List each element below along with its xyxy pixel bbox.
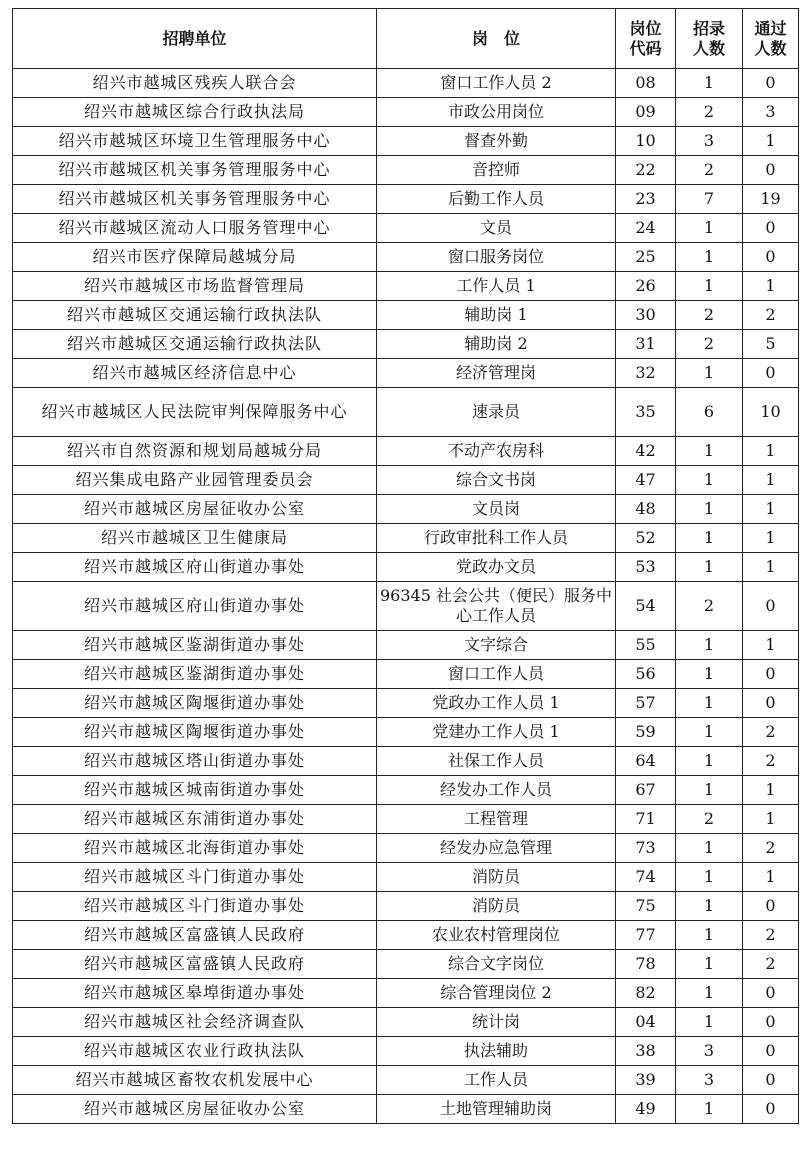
- cell-pass: 0: [743, 359, 799, 388]
- header-unit: 招聘单位: [13, 9, 377, 69]
- cell-hire: 7: [676, 185, 743, 214]
- table-row: [13, 243, 799, 272]
- cell-position: 96345 社会公共（便民）服务中心工作人员: [377, 582, 616, 631]
- cell-pass: 19: [743, 185, 799, 214]
- cell-pass: 0: [743, 69, 799, 98]
- cell-position: 工作人员: [377, 1066, 616, 1095]
- cell-code: 32: [616, 359, 676, 388]
- cell-hire: 1: [676, 660, 743, 689]
- cell-unit: 绍兴市越城区城南街道办事处: [13, 776, 377, 805]
- cell-unit: 绍兴市越城区鉴湖街道办事处: [13, 631, 377, 660]
- header-row: [13, 9, 799, 69]
- table-row: [13, 524, 799, 553]
- cell-unit: 绍兴市越城区东浦街道办事处: [13, 805, 377, 834]
- cell-code: 59: [616, 718, 676, 747]
- cell-pass: 0: [743, 1066, 799, 1095]
- cell-position: 工程管理: [377, 805, 616, 834]
- cell-unit: 绍兴市越城区流动人口服务管理中心: [13, 214, 377, 243]
- cell-hire: 1: [676, 1008, 743, 1037]
- cell-pass: 0: [743, 582, 799, 631]
- cell-code: 23: [616, 185, 676, 214]
- cell-position: 消防员: [377, 863, 616, 892]
- cell-position: 土地管理辅助岗: [377, 1095, 616, 1124]
- cell-unit: 绍兴市越城区社会经济调查队: [13, 1008, 377, 1037]
- cell-pass: 0: [743, 1008, 799, 1037]
- cell-hire: 1: [676, 466, 743, 495]
- table-row: [13, 272, 799, 301]
- cell-unit: 绍兴市越城区交通运输行政执法队: [13, 330, 377, 359]
- cell-position: 辅助岗 2: [377, 330, 616, 359]
- table-row: [13, 834, 799, 863]
- cell-position: 党政办文员: [377, 553, 616, 582]
- cell-pass: 10: [743, 388, 799, 437]
- cell-hire: 1: [676, 921, 743, 950]
- table-row: [13, 950, 799, 979]
- cell-hire: 2: [676, 330, 743, 359]
- cell-hire: 2: [676, 582, 743, 631]
- cell-code: 39: [616, 1066, 676, 1095]
- cell-code: 47: [616, 466, 676, 495]
- cell-hire: 1: [676, 776, 743, 805]
- cell-code: 77: [616, 921, 676, 950]
- table-row: [13, 863, 799, 892]
- cell-pass: 1: [743, 776, 799, 805]
- table-row: [13, 718, 799, 747]
- cell-hire: 1: [676, 979, 743, 1008]
- cell-unit: 绍兴市医疗保障局越城分局: [13, 243, 377, 272]
- cell-code: 04: [616, 1008, 676, 1037]
- cell-pass: 0: [743, 689, 799, 718]
- cell-hire: 1: [676, 69, 743, 98]
- cell-hire: 3: [676, 1037, 743, 1066]
- cell-hire: 1: [676, 1095, 743, 1124]
- cell-unit: 绍兴市越城区房屋征收办公室: [13, 1095, 377, 1124]
- cell-pass: 0: [743, 660, 799, 689]
- cell-position: 市政公用岗位: [377, 98, 616, 127]
- cell-pass: 2: [743, 834, 799, 863]
- cell-code: 08: [616, 69, 676, 98]
- cell-position: 党建办工作人员 1: [377, 718, 616, 747]
- cell-hire: 1: [676, 631, 743, 660]
- cell-position: 文员: [377, 214, 616, 243]
- cell-unit: 绍兴市越城区富盛镇人民政府: [13, 950, 377, 979]
- cell-unit: 绍兴市越城区卫生健康局: [13, 524, 377, 553]
- cell-pass: 0: [743, 1037, 799, 1066]
- table-row: [13, 437, 799, 466]
- cell-position: 不动产农房科: [377, 437, 616, 466]
- cell-code: 53: [616, 553, 676, 582]
- cell-code: 24: [616, 214, 676, 243]
- cell-position: 综合文书岗: [377, 466, 616, 495]
- cell-code: 54: [616, 582, 676, 631]
- cell-position: 音控师: [377, 156, 616, 185]
- table-row: [13, 185, 799, 214]
- cell-unit: 绍兴市越城区人民法院审判保障服务中心: [13, 388, 377, 437]
- table-row: [13, 388, 799, 437]
- cell-pass: 2: [743, 718, 799, 747]
- cell-pass: 0: [743, 214, 799, 243]
- cell-hire: 6: [676, 388, 743, 437]
- table-row: [13, 921, 799, 950]
- cell-unit: 绍兴市越城区房屋征收办公室: [13, 495, 377, 524]
- cell-unit: 绍兴市越城区陶堰街道办事处: [13, 689, 377, 718]
- cell-code: 56: [616, 660, 676, 689]
- table-row: [13, 553, 799, 582]
- cell-code: 64: [616, 747, 676, 776]
- cell-code: 67: [616, 776, 676, 805]
- cell-code: 71: [616, 805, 676, 834]
- cell-hire: 1: [676, 950, 743, 979]
- cell-unit: 绍兴市越城区斗门街道办事处: [13, 863, 377, 892]
- cell-position: 经济管理岗: [377, 359, 616, 388]
- cell-pass: 0: [743, 243, 799, 272]
- cell-hire: 3: [676, 1066, 743, 1095]
- cell-hire: 1: [676, 272, 743, 301]
- cell-position: 社保工作人员: [377, 747, 616, 776]
- cell-pass: 2: [743, 950, 799, 979]
- cell-hire: 1: [676, 495, 743, 524]
- cell-code: 10: [616, 127, 676, 156]
- cell-unit: 绍兴市越城区综合行政执法局: [13, 98, 377, 127]
- table-row: [13, 301, 799, 330]
- cell-position: 经发办工作人员: [377, 776, 616, 805]
- table-row: [13, 776, 799, 805]
- table-row: [13, 582, 799, 631]
- table-row: [13, 689, 799, 718]
- table-row: [13, 660, 799, 689]
- cell-unit: 绍兴市越城区府山街道办事处: [13, 582, 377, 631]
- cell-position: 行政审批科工作人员: [377, 524, 616, 553]
- table-row: [13, 495, 799, 524]
- cell-pass: 1: [743, 437, 799, 466]
- cell-position: 窗口工作人员 2: [377, 69, 616, 98]
- table-row: [13, 214, 799, 243]
- cell-position: 统计岗: [377, 1008, 616, 1037]
- cell-code: 42: [616, 437, 676, 466]
- cell-hire: 1: [676, 359, 743, 388]
- cell-code: 22: [616, 156, 676, 185]
- table-row: [13, 1095, 799, 1124]
- cell-unit: 绍兴市自然资源和规划局越城分局: [13, 437, 377, 466]
- cell-unit: 绍兴集成电路产业园管理委员会: [13, 466, 377, 495]
- table-body: [13, 69, 799, 1124]
- header-code: [616, 9, 676, 69]
- cell-code: 38: [616, 1037, 676, 1066]
- cell-position: 工作人员 1: [377, 272, 616, 301]
- header-pass-line2: 人数: [754, 38, 787, 58]
- cell-unit: 绍兴市越城区鉴湖街道办事处: [13, 660, 377, 689]
- cell-hire: 1: [676, 834, 743, 863]
- cell-hire: 1: [676, 243, 743, 272]
- cell-unit: 绍兴市越城区经济信息中心: [13, 359, 377, 388]
- cell-pass: 0: [743, 979, 799, 1008]
- cell-unit: 绍兴市越城区斗门街道办事处: [13, 892, 377, 921]
- cell-pass: 2: [743, 921, 799, 950]
- cell-hire: 1: [676, 863, 743, 892]
- table-row: [13, 156, 799, 185]
- cell-unit: 绍兴市越城区残疾人联合会: [13, 69, 377, 98]
- cell-code: 09: [616, 98, 676, 127]
- cell-unit: 绍兴市越城区北海街道办事处: [13, 834, 377, 863]
- cell-hire: 1: [676, 437, 743, 466]
- header-pass-line1: 通过: [754, 18, 787, 38]
- cell-unit: 绍兴市越城区塔山街道办事处: [13, 747, 377, 776]
- cell-pass: 2: [743, 301, 799, 330]
- cell-hire: 1: [676, 553, 743, 582]
- cell-unit: 绍兴市越城区市场监督管理局: [13, 272, 377, 301]
- cell-hire: 2: [676, 301, 743, 330]
- table-row: [13, 805, 799, 834]
- cell-code: 30: [616, 301, 676, 330]
- table-row: [13, 127, 799, 156]
- cell-pass: 5: [743, 330, 799, 359]
- cell-code: 78: [616, 950, 676, 979]
- cell-unit: 绍兴市越城区农业行政执法队: [13, 1037, 377, 1066]
- table-row: [13, 892, 799, 921]
- header-hire: [676, 9, 743, 69]
- cell-hire: 1: [676, 689, 743, 718]
- table-row: [13, 330, 799, 359]
- cell-position: 速录员: [377, 388, 616, 437]
- table-row: [13, 979, 799, 1008]
- cell-position: 综合文字岗位: [377, 950, 616, 979]
- cell-hire: 1: [676, 524, 743, 553]
- table-row: [13, 69, 799, 98]
- cell-position: 后勤工作人员: [377, 185, 616, 214]
- cell-pass: 0: [743, 1095, 799, 1124]
- cell-pass: 3: [743, 98, 799, 127]
- table-row: [13, 466, 799, 495]
- cell-position: 党政办工作人员 1: [377, 689, 616, 718]
- cell-pass: 0: [743, 156, 799, 185]
- cell-unit: 绍兴市越城区富盛镇人民政府: [13, 921, 377, 950]
- cell-unit: 绍兴市越城区畜牧农机发展中心: [13, 1066, 377, 1095]
- table-row: [13, 359, 799, 388]
- table-row: [13, 631, 799, 660]
- cell-code: 52: [616, 524, 676, 553]
- header-code-line2: 代码: [629, 38, 662, 58]
- cell-pass: 1: [743, 495, 799, 524]
- recruitment-table: [12, 8, 799, 1124]
- cell-pass: 0: [743, 892, 799, 921]
- cell-code: 25: [616, 243, 676, 272]
- cell-hire: 1: [676, 892, 743, 921]
- cell-position: 消防员: [377, 892, 616, 921]
- cell-code: 73: [616, 834, 676, 863]
- header-pass: [743, 9, 799, 69]
- cell-code: 31: [616, 330, 676, 359]
- cell-hire: 1: [676, 718, 743, 747]
- cell-unit: 绍兴市越城区机关事务管理服务中心: [13, 156, 377, 185]
- cell-code: 48: [616, 495, 676, 524]
- table-row: [13, 1037, 799, 1066]
- cell-position: 文员岗: [377, 495, 616, 524]
- cell-unit: 绍兴市越城区皋埠街道办事处: [13, 979, 377, 1008]
- cell-position: 窗口工作人员: [377, 660, 616, 689]
- cell-pass: 1: [743, 631, 799, 660]
- header-position: 岗 位: [377, 9, 616, 69]
- cell-hire: 1: [676, 214, 743, 243]
- cell-position: 文字综合: [377, 631, 616, 660]
- table-row: [13, 747, 799, 776]
- table-row: [13, 1066, 799, 1095]
- cell-code: 49: [616, 1095, 676, 1124]
- cell-position: 经发办应急管理: [377, 834, 616, 863]
- cell-pass: 2: [743, 747, 799, 776]
- table-header: [13, 9, 799, 69]
- cell-unit: 绍兴市越城区府山街道办事处: [13, 553, 377, 582]
- cell-position: 督查外勤: [377, 127, 616, 156]
- cell-code: 55: [616, 631, 676, 660]
- cell-unit: 绍兴市越城区环境卫生管理服务中心: [13, 127, 377, 156]
- cell-hire: 2: [676, 156, 743, 185]
- cell-code: 35: [616, 388, 676, 437]
- cell-pass: 1: [743, 805, 799, 834]
- cell-position: 综合管理岗位 2: [377, 979, 616, 1008]
- cell-pass: 1: [743, 553, 799, 582]
- cell-code: 26: [616, 272, 676, 301]
- cell-code: 75: [616, 892, 676, 921]
- cell-hire: 3: [676, 127, 743, 156]
- cell-position: 辅助岗 1: [377, 301, 616, 330]
- cell-position: 农业农村管理岗位: [377, 921, 616, 950]
- cell-hire: 2: [676, 98, 743, 127]
- header-hire-line1: 招录: [692, 18, 725, 38]
- cell-unit: 绍兴市越城区机关事务管理服务中心: [13, 185, 377, 214]
- table-row: [13, 1008, 799, 1037]
- cell-pass: 1: [743, 127, 799, 156]
- cell-pass: 1: [743, 863, 799, 892]
- header-hire-line2: 人数: [692, 38, 725, 58]
- cell-pass: 1: [743, 272, 799, 301]
- cell-code: 74: [616, 863, 676, 892]
- cell-hire: 2: [676, 805, 743, 834]
- cell-unit: 绍兴市越城区陶堰街道办事处: [13, 718, 377, 747]
- table-row: [13, 98, 799, 127]
- cell-code: 57: [616, 689, 676, 718]
- cell-position: 执法辅助: [377, 1037, 616, 1066]
- cell-hire: 1: [676, 747, 743, 776]
- cell-code: 82: [616, 979, 676, 1008]
- header-code-line1: 岗位: [629, 18, 662, 38]
- cell-pass: 1: [743, 466, 799, 495]
- cell-unit: 绍兴市越城区交通运输行政执法队: [13, 301, 377, 330]
- cell-position: 窗口服务岗位: [377, 243, 616, 272]
- cell-pass: 1: [743, 524, 799, 553]
